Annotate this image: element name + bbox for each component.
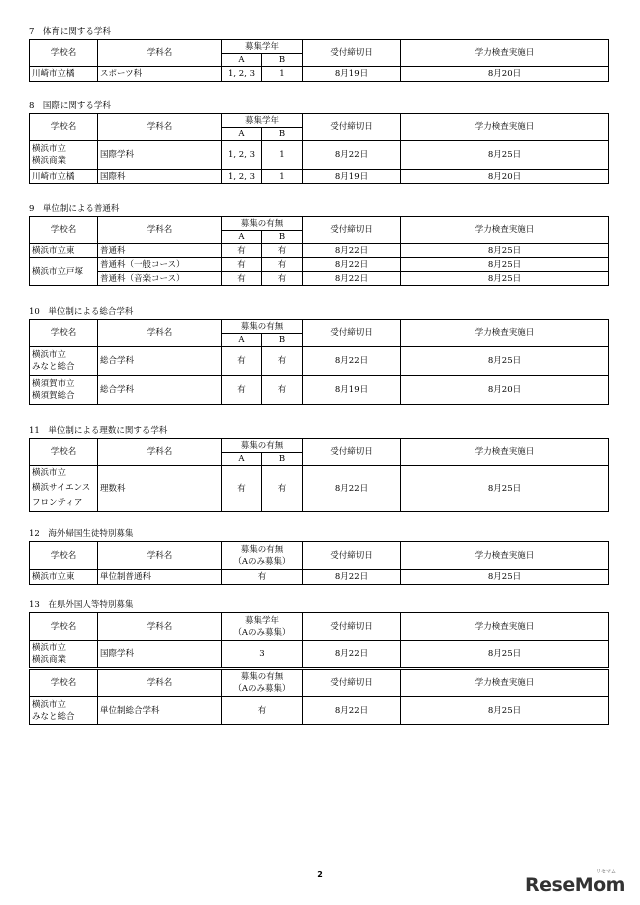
cell-school: 横浜市立 みなと総合	[30, 697, 98, 725]
header-a: A	[222, 231, 262, 244]
header-deadline: 受付締切日	[303, 217, 401, 244]
header-school: 学校名	[30, 669, 98, 697]
section-8	[29, 99, 608, 184]
header-dept: 学科名	[98, 542, 222, 570]
table-row	[30, 272, 609, 286]
header-dept: 学科名	[98, 669, 222, 697]
cell-school: 横浜市立 横浜サイエンス フロンティア	[30, 466, 98, 512]
cell-deadline: 8月22日	[303, 258, 401, 272]
cell-school: 横浜市立戸塚	[30, 258, 98, 286]
header-exam: 学力検査実施日	[401, 669, 609, 697]
header-b: B	[262, 128, 303, 141]
cell-a: 有	[222, 244, 262, 258]
header-exam: 学力検査実施日	[401, 217, 609, 244]
cell-deadline: 8月19日	[303, 67, 401, 82]
section-title: 8 国際に関する学科	[29, 101, 111, 111]
header-grade: 募集学年	[222, 40, 303, 54]
header-school: 学校名	[30, 542, 98, 570]
cell-school: 横浜市立 横浜商業	[30, 141, 98, 170]
cell-b: 1	[262, 67, 303, 82]
table-row	[30, 466, 609, 512]
schedule-table	[29, 113, 609, 184]
cell-exam: 8月25日	[401, 466, 609, 512]
cell-dept: 普通科	[98, 244, 222, 258]
header-availability: 募集の有無	[222, 217, 303, 231]
table-row	[30, 641, 609, 669]
header-b: B	[262, 54, 303, 67]
cell-dept: 総合学科	[98, 376, 222, 405]
cell-deadline: 8月22日	[303, 244, 401, 258]
table-row	[30, 258, 609, 272]
section-title: 10 単位制による総合学科	[29, 307, 134, 317]
cell-exam: 8月25日	[401, 258, 609, 272]
cell-b: 有	[262, 272, 303, 286]
header-school: 学校名	[30, 40, 98, 67]
header-deadline: 受付締切日	[303, 613, 401, 641]
cell-dept: 国際学科	[98, 141, 222, 170]
section-title: 12 海外帰国生徒特別募集	[29, 529, 134, 539]
header-school: 学校名	[30, 320, 98, 347]
header-school: 学校名	[30, 217, 98, 244]
schedule-table	[29, 216, 609, 286]
header-availability: 募集の有無	[222, 320, 303, 334]
cell-b: 有	[262, 244, 303, 258]
table-row	[30, 170, 609, 184]
cell-availability: 有	[222, 570, 303, 585]
header-availability: 募集の有無 （Aのみ募集）	[222, 669, 303, 697]
table-row	[30, 141, 609, 170]
header-school: 学校名	[30, 114, 98, 141]
cell-a: 有	[222, 376, 262, 405]
header-a: A	[222, 54, 262, 67]
cell-exam: 8月25日	[401, 570, 609, 585]
header-exam: 学力検査実施日	[401, 320, 609, 347]
header-school: 学校名	[30, 439, 98, 466]
header-grade: 募集学年	[222, 114, 303, 128]
cell-dept: 総合学科	[98, 347, 222, 376]
header-deadline: 受付締切日	[303, 320, 401, 347]
cell-school: 川崎市立橘	[30, 170, 98, 184]
table-row	[30, 570, 609, 585]
table-row	[30, 376, 609, 405]
cell-exam: 8月20日	[401, 376, 609, 405]
cell-deadline: 8月19日	[303, 170, 401, 184]
header-dept: 学科名	[98, 40, 222, 67]
header-exam: 学力検査実施日	[401, 613, 609, 641]
cell-a: 有	[222, 466, 262, 512]
cell-exam: 8月25日	[401, 641, 609, 669]
section-title: 9 単位制による普通科	[29, 204, 120, 214]
cell-b: 有	[262, 347, 303, 376]
cell-school: 横須賀市立 横須賀総合	[30, 376, 98, 405]
cell-a: 1, 2, 3	[222, 67, 262, 82]
cell-a: 有	[222, 272, 262, 286]
cell-grade: 3	[222, 641, 303, 669]
header-availability: 募集の有無 （Aのみ募集）	[222, 542, 303, 570]
header-school: 学校名	[30, 613, 98, 641]
cell-dept: 理数科	[98, 466, 222, 512]
section-title: 11 単位制による理数に関する学科	[29, 426, 168, 436]
header-dept: 学科名	[98, 439, 222, 466]
section-title: 13 在県外国人等特別募集	[29, 600, 134, 610]
cell-exam: 8月25日	[401, 697, 609, 725]
page-number: 2	[317, 870, 323, 879]
cell-school: 横浜市立 横浜商業	[30, 641, 98, 669]
header-dept: 学科名	[98, 320, 222, 347]
cell-deadline: 8月22日	[303, 641, 401, 669]
schedule-table	[29, 612, 609, 725]
table-row	[30, 244, 609, 258]
cell-a: 1, 2, 3	[222, 170, 262, 184]
header-deadline: 受付締切日	[303, 439, 401, 466]
table-row	[30, 67, 609, 82]
cell-school: 横浜市立 みなと総合	[30, 347, 98, 376]
cell-deadline: 8月22日	[303, 697, 401, 725]
header-grade: 募集学年 （Aのみ募集）	[222, 613, 303, 641]
cell-dept: 単位制普通科	[98, 570, 222, 585]
cell-b: 有	[262, 376, 303, 405]
header-b: B	[262, 453, 303, 466]
cell-a: 1, 2, 3	[222, 141, 262, 170]
cell-exam: 8月20日	[401, 67, 609, 82]
cell-availability: 有	[222, 697, 303, 725]
section-title: 7 体育に関する学科	[29, 27, 111, 37]
cell-deadline: 8月22日	[303, 347, 401, 376]
cell-exam: 8月25日	[401, 347, 609, 376]
header-dept: 学科名	[98, 114, 222, 141]
cell-deadline: 8月22日	[303, 570, 401, 585]
header-a: A	[222, 453, 262, 466]
resemom-logo: ReseMom	[525, 874, 625, 896]
cell-b: 有	[262, 466, 303, 512]
cell-b: 1	[262, 170, 303, 184]
header-b: B	[262, 231, 303, 244]
header-exam: 学力検査実施日	[401, 439, 609, 466]
cell-deadline: 8月19日	[303, 376, 401, 405]
header-a: A	[222, 128, 262, 141]
section-13	[29, 598, 608, 725]
header-deadline: 受付締切日	[303, 114, 401, 141]
cell-exam: 8月25日	[401, 141, 609, 170]
header-exam: 学力検査実施日	[401, 542, 609, 570]
cell-dept: スポーツ科	[98, 67, 222, 82]
cell-school: 横浜市立東	[30, 244, 98, 258]
cell-deadline: 8月22日	[303, 466, 401, 512]
header-deadline: 受付締切日	[303, 542, 401, 570]
schedule-table	[29, 438, 609, 512]
section-10	[29, 305, 608, 405]
schedule-table	[29, 541, 609, 585]
cell-a: 有	[222, 347, 262, 376]
table-row	[30, 697, 609, 725]
header-dept: 学科名	[98, 613, 222, 641]
cell-dept: 国際学科	[98, 641, 222, 669]
cell-dept: 単位制総合学科	[98, 697, 222, 725]
cell-exam: 8月25日	[401, 272, 609, 286]
header-availability: 募集の有無	[222, 439, 303, 453]
cell-a: 有	[222, 258, 262, 272]
cell-exam: 8月25日	[401, 244, 609, 258]
cell-exam: 8月20日	[401, 170, 609, 184]
cell-school: 川崎市立橘	[30, 67, 98, 82]
cell-school: 横浜市立東	[30, 570, 98, 585]
schedule-table	[29, 319, 609, 405]
header-b: B	[262, 334, 303, 347]
cell-b: 有	[262, 258, 303, 272]
schedule-table	[29, 39, 609, 82]
section-7	[29, 25, 608, 82]
section-11	[29, 424, 608, 512]
cell-dept: 普通科（音楽コース）	[98, 272, 222, 286]
section-12	[29, 527, 608, 585]
cell-b: 1	[262, 141, 303, 170]
header-exam: 学力検査実施日	[401, 114, 609, 141]
cell-deadline: 8月22日	[303, 141, 401, 170]
section-9	[29, 202, 608, 286]
cell-dept: 国際科	[98, 170, 222, 184]
logo-subtext: リセマム	[596, 869, 616, 875]
header-exam: 学力検査実施日	[401, 40, 609, 67]
header-deadline: 受付締切日	[303, 40, 401, 67]
cell-dept: 普通科（一般コース）	[98, 258, 222, 272]
header-dept: 学科名	[98, 217, 222, 244]
table-row	[30, 347, 609, 376]
header-a: A	[222, 334, 262, 347]
cell-deadline: 8月22日	[303, 272, 401, 286]
header-deadline: 受付締切日	[303, 669, 401, 697]
